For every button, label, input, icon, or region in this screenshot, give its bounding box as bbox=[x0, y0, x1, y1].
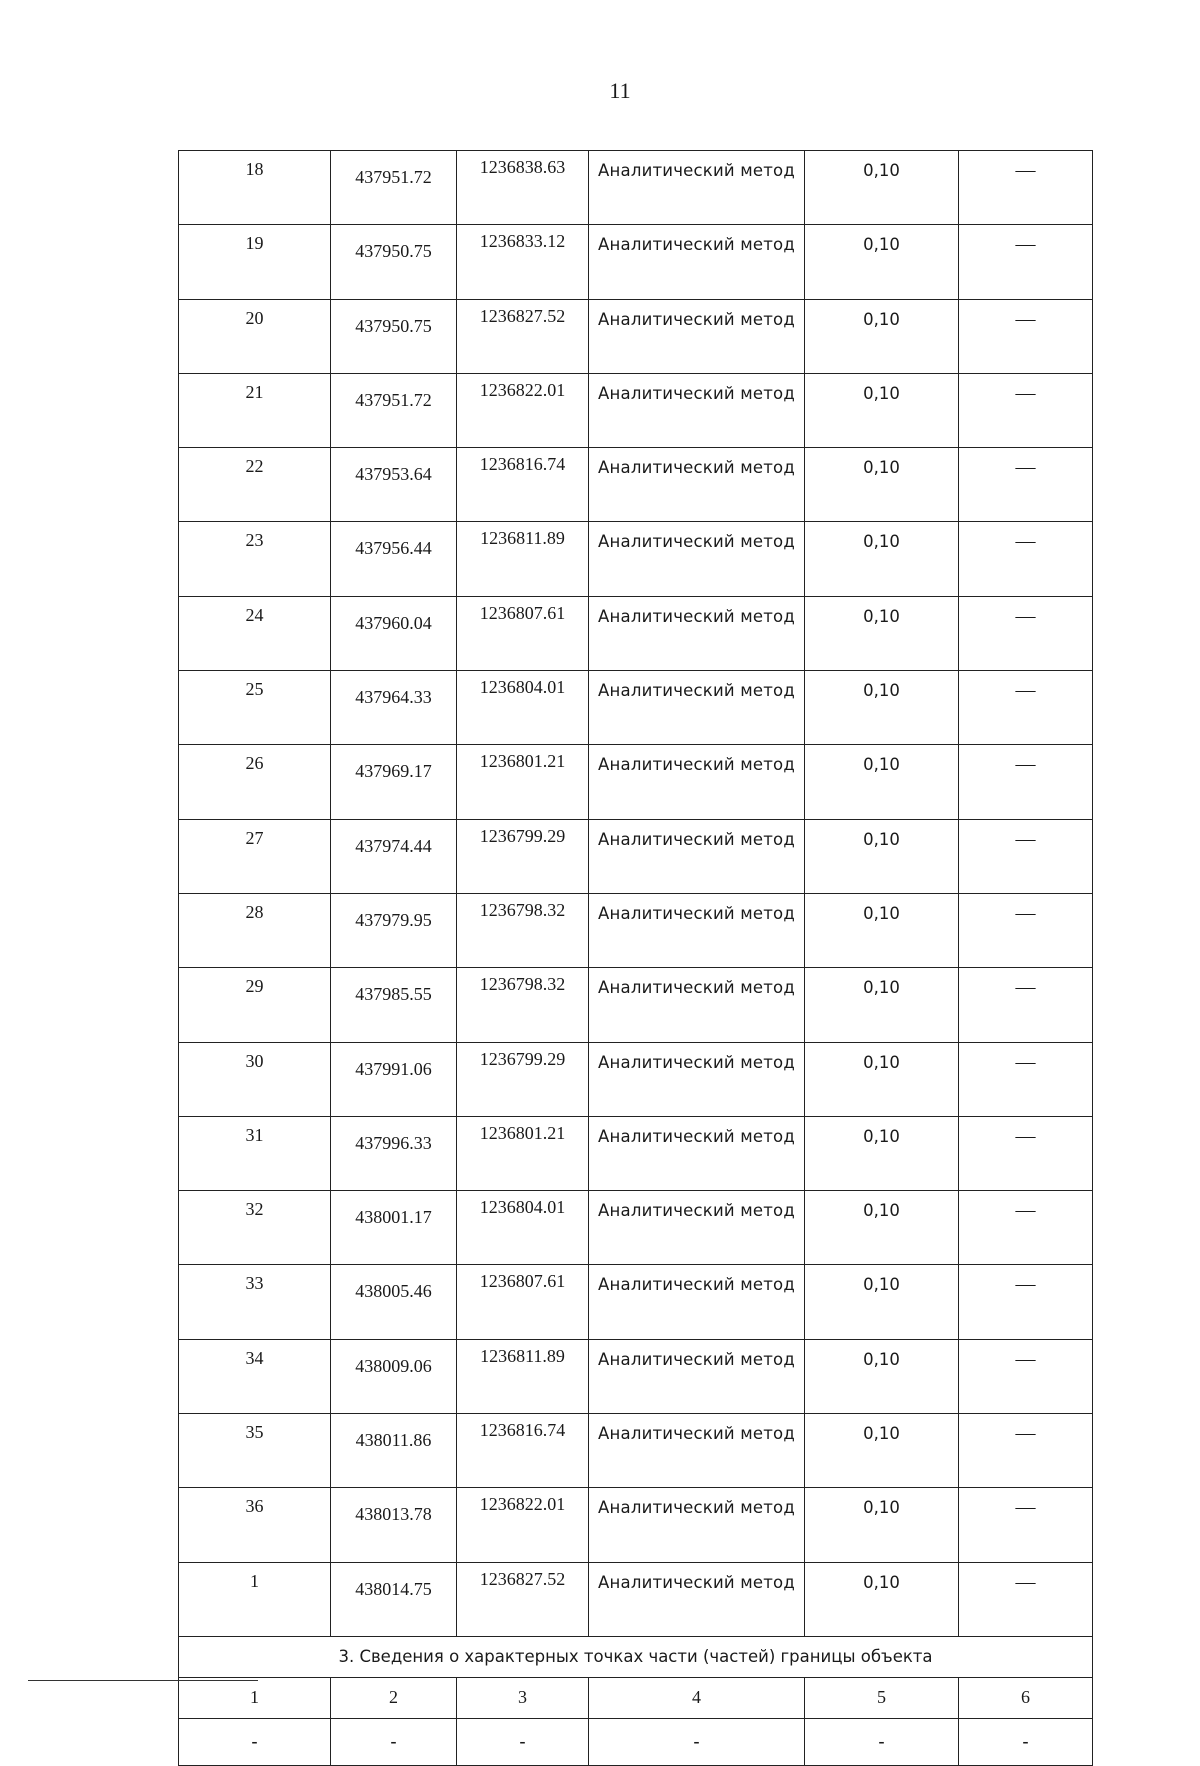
note-cell: — bbox=[959, 1116, 1093, 1190]
note-cell: — bbox=[959, 299, 1093, 373]
method-cell: Аналитический метод bbox=[589, 596, 805, 670]
note-cell: — bbox=[959, 1265, 1093, 1339]
accuracy-cell: 0,10 bbox=[805, 1116, 959, 1190]
section-3-value-2: - bbox=[331, 1718, 457, 1765]
table-row bbox=[179, 448, 1093, 522]
point-number-cell: 22 bbox=[179, 448, 331, 522]
method-cell: Аналитический метод bbox=[589, 745, 805, 819]
x-coordinate-cell: 437960.04 bbox=[331, 596, 457, 670]
method-cell: Аналитический метод bbox=[589, 299, 805, 373]
x-coordinate-cell: 438009.06 bbox=[331, 1339, 457, 1413]
section-3-title: 3. Сведения о характерных точках части (частей) границы объекта bbox=[179, 1636, 1093, 1677]
section-3-value-row bbox=[179, 1718, 1093, 1765]
method-cell: Аналитический метод bbox=[589, 1339, 805, 1413]
note-cell: — bbox=[959, 671, 1093, 745]
accuracy-cell: 0,10 bbox=[805, 893, 959, 967]
accuracy-cell: 0,10 bbox=[805, 819, 959, 893]
note-cell: — bbox=[959, 373, 1093, 447]
note-cell: — bbox=[959, 1414, 1093, 1488]
page-number: 11 bbox=[609, 78, 631, 103]
note-cell: — bbox=[959, 1562, 1093, 1636]
accuracy-cell: 0,10 bbox=[805, 151, 959, 225]
note-cell: — bbox=[959, 968, 1093, 1042]
point-number-cell: 18 bbox=[179, 151, 331, 225]
coordinates-table bbox=[178, 150, 1093, 1766]
x-coordinate-cell: 437964.33 bbox=[331, 671, 457, 745]
note-cell: — bbox=[959, 522, 1093, 596]
note-cell: — bbox=[959, 819, 1093, 893]
y-coordinate-cell: 1236822.01 bbox=[457, 1488, 589, 1562]
section-3-value-3: - bbox=[457, 1718, 589, 1765]
table-row bbox=[179, 1562, 1093, 1636]
y-coordinate-cell: 1236798.32 bbox=[457, 893, 589, 967]
point-number-cell: 29 bbox=[179, 968, 331, 1042]
accuracy-cell: 0,10 bbox=[805, 1414, 959, 1488]
section-3-header-4: 4 bbox=[589, 1677, 805, 1718]
accuracy-cell: 0,10 bbox=[805, 1562, 959, 1636]
y-coordinate-cell: 1236798.32 bbox=[457, 968, 589, 1042]
section-3-header-2: 2 bbox=[331, 1677, 457, 1718]
point-number-cell: 1 bbox=[179, 1562, 331, 1636]
y-coordinate-cell: 1236827.52 bbox=[457, 1562, 589, 1636]
table-row bbox=[179, 745, 1093, 819]
table-row bbox=[179, 968, 1093, 1042]
x-coordinate-cell: 437956.44 bbox=[331, 522, 457, 596]
x-coordinate-cell: 437991.06 bbox=[331, 1042, 457, 1116]
point-number-cell: 33 bbox=[179, 1265, 331, 1339]
method-cell: Аналитический метод bbox=[589, 151, 805, 225]
x-coordinate-cell: 437969.17 bbox=[331, 745, 457, 819]
y-coordinate-cell: 1236822.01 bbox=[457, 373, 589, 447]
point-number-cell: 36 bbox=[179, 1488, 331, 1562]
accuracy-cell: 0,10 bbox=[805, 1265, 959, 1339]
note-cell: — bbox=[959, 1339, 1093, 1413]
accuracy-cell: 0,10 bbox=[805, 968, 959, 1042]
x-coordinate-cell: 437985.55 bbox=[331, 968, 457, 1042]
x-coordinate-cell: 437996.33 bbox=[331, 1116, 457, 1190]
section-3-header-row bbox=[179, 1677, 1093, 1718]
point-number-cell: 25 bbox=[179, 671, 331, 745]
method-cell: Аналитический метод bbox=[589, 1042, 805, 1116]
point-number-cell: 21 bbox=[179, 373, 331, 447]
section-3-header-6: 6 bbox=[959, 1677, 1093, 1718]
section-3-row bbox=[179, 1636, 1093, 1677]
section-3-value-6: - bbox=[959, 1718, 1093, 1765]
note-cell: — bbox=[959, 448, 1093, 522]
note-cell: — bbox=[959, 1488, 1093, 1562]
method-cell: Аналитический метод bbox=[589, 1191, 805, 1265]
note-cell: — bbox=[959, 893, 1093, 967]
accuracy-cell: 0,10 bbox=[805, 1042, 959, 1116]
table-row bbox=[179, 299, 1093, 373]
table-row bbox=[179, 1265, 1093, 1339]
accuracy-cell: 0,10 bbox=[805, 299, 959, 373]
table-row bbox=[179, 225, 1093, 299]
table-row bbox=[179, 671, 1093, 745]
point-number-cell: 35 bbox=[179, 1414, 331, 1488]
table-row bbox=[179, 1488, 1093, 1562]
section-3-value-5: - bbox=[805, 1718, 959, 1765]
point-number-cell: 32 bbox=[179, 1191, 331, 1265]
x-coordinate-cell: 438014.75 bbox=[331, 1562, 457, 1636]
accuracy-cell: 0,10 bbox=[805, 1191, 959, 1265]
y-coordinate-cell: 1236801.21 bbox=[457, 1116, 589, 1190]
accuracy-cell: 0,10 bbox=[805, 1339, 959, 1413]
table-row bbox=[179, 893, 1093, 967]
y-coordinate-cell: 1236811.89 bbox=[457, 522, 589, 596]
method-cell: Аналитический метод bbox=[589, 1116, 805, 1190]
x-coordinate-cell: 438011.86 bbox=[331, 1414, 457, 1488]
table-row bbox=[179, 1191, 1093, 1265]
y-coordinate-cell: 1236807.61 bbox=[457, 1265, 589, 1339]
point-number-cell: 19 bbox=[179, 225, 331, 299]
point-number-cell: 28 bbox=[179, 893, 331, 967]
accuracy-cell: 0,10 bbox=[805, 671, 959, 745]
x-coordinate-cell: 437951.72 bbox=[331, 151, 457, 225]
note-cell: — bbox=[959, 1042, 1093, 1116]
accuracy-cell: 0,10 bbox=[805, 745, 959, 819]
method-cell: Аналитический метод bbox=[589, 893, 805, 967]
point-number-cell: 26 bbox=[179, 745, 331, 819]
y-coordinate-cell: 1236799.29 bbox=[457, 819, 589, 893]
accuracy-cell: 0,10 bbox=[805, 1488, 959, 1562]
x-coordinate-cell: 438005.46 bbox=[331, 1265, 457, 1339]
section-3-header-5: 5 bbox=[805, 1677, 959, 1718]
method-cell: Аналитический метод bbox=[589, 522, 805, 596]
note-cell: — bbox=[959, 151, 1093, 225]
note-cell: — bbox=[959, 225, 1093, 299]
accuracy-cell: 0,10 bbox=[805, 448, 959, 522]
footnote-separator bbox=[28, 1680, 258, 1681]
method-cell: Аналитический метод bbox=[589, 1488, 805, 1562]
table-row bbox=[179, 819, 1093, 893]
y-coordinate-cell: 1236827.52 bbox=[457, 299, 589, 373]
note-cell: — bbox=[959, 596, 1093, 670]
table-row bbox=[179, 373, 1093, 447]
table-row bbox=[179, 1339, 1093, 1413]
method-cell: Аналитический метод bbox=[589, 225, 805, 299]
table-row bbox=[179, 1116, 1093, 1190]
x-coordinate-cell: 437979.95 bbox=[331, 893, 457, 967]
table-row bbox=[179, 1042, 1093, 1116]
method-cell: Аналитический метод bbox=[589, 819, 805, 893]
note-cell: — bbox=[959, 1191, 1093, 1265]
section-3-value-4: - bbox=[589, 1718, 805, 1765]
section-3-header-3: 3 bbox=[457, 1677, 589, 1718]
point-number-cell: 31 bbox=[179, 1116, 331, 1190]
y-coordinate-cell: 1236833.12 bbox=[457, 225, 589, 299]
x-coordinate-cell: 437953.64 bbox=[331, 448, 457, 522]
accuracy-cell: 0,10 bbox=[805, 596, 959, 670]
method-cell: Аналитический метод bbox=[589, 671, 805, 745]
accuracy-cell: 0,10 bbox=[805, 225, 959, 299]
x-coordinate-cell: 437951.72 bbox=[331, 373, 457, 447]
y-coordinate-cell: 1236804.01 bbox=[457, 1191, 589, 1265]
x-coordinate-cell: 437950.75 bbox=[331, 225, 457, 299]
point-number-cell: 23 bbox=[179, 522, 331, 596]
method-cell: Аналитический метод bbox=[589, 448, 805, 522]
y-coordinate-cell: 1236816.74 bbox=[457, 1414, 589, 1488]
y-coordinate-cell: 1236838.63 bbox=[457, 151, 589, 225]
y-coordinate-cell: 1236799.29 bbox=[457, 1042, 589, 1116]
point-number-cell: 30 bbox=[179, 1042, 331, 1116]
point-number-cell: 24 bbox=[179, 596, 331, 670]
y-coordinate-cell: 1236811.89 bbox=[457, 1339, 589, 1413]
method-cell: Аналитический метод bbox=[589, 968, 805, 1042]
method-cell: Аналитический метод bbox=[589, 1562, 805, 1636]
section-3-header-1: 1 bbox=[179, 1677, 331, 1718]
x-coordinate-cell: 437974.44 bbox=[331, 819, 457, 893]
method-cell: Аналитический метод bbox=[589, 1414, 805, 1488]
point-number-cell: 27 bbox=[179, 819, 331, 893]
x-coordinate-cell: 437950.75 bbox=[331, 299, 457, 373]
table-row bbox=[179, 151, 1093, 225]
method-cell: Аналитический метод bbox=[589, 373, 805, 447]
table-row bbox=[179, 1414, 1093, 1488]
section-3-value-1: - bbox=[179, 1718, 331, 1765]
table-row bbox=[179, 522, 1093, 596]
coordinates-table-body bbox=[179, 151, 1093, 1637]
y-coordinate-cell: 1236804.01 bbox=[457, 671, 589, 745]
accuracy-cell: 0,10 bbox=[805, 522, 959, 596]
accuracy-cell: 0,10 bbox=[805, 373, 959, 447]
point-number-cell: 20 bbox=[179, 299, 331, 373]
point-number-cell: 34 bbox=[179, 1339, 331, 1413]
y-coordinate-cell: 1236801.21 bbox=[457, 745, 589, 819]
method-cell: Аналитический метод bbox=[589, 1265, 805, 1339]
x-coordinate-cell: 438013.78 bbox=[331, 1488, 457, 1562]
y-coordinate-cell: 1236816.74 bbox=[457, 448, 589, 522]
note-cell: — bbox=[959, 745, 1093, 819]
y-coordinate-cell: 1236807.61 bbox=[457, 596, 589, 670]
x-coordinate-cell: 438001.17 bbox=[331, 1191, 457, 1265]
table-row bbox=[179, 596, 1093, 670]
